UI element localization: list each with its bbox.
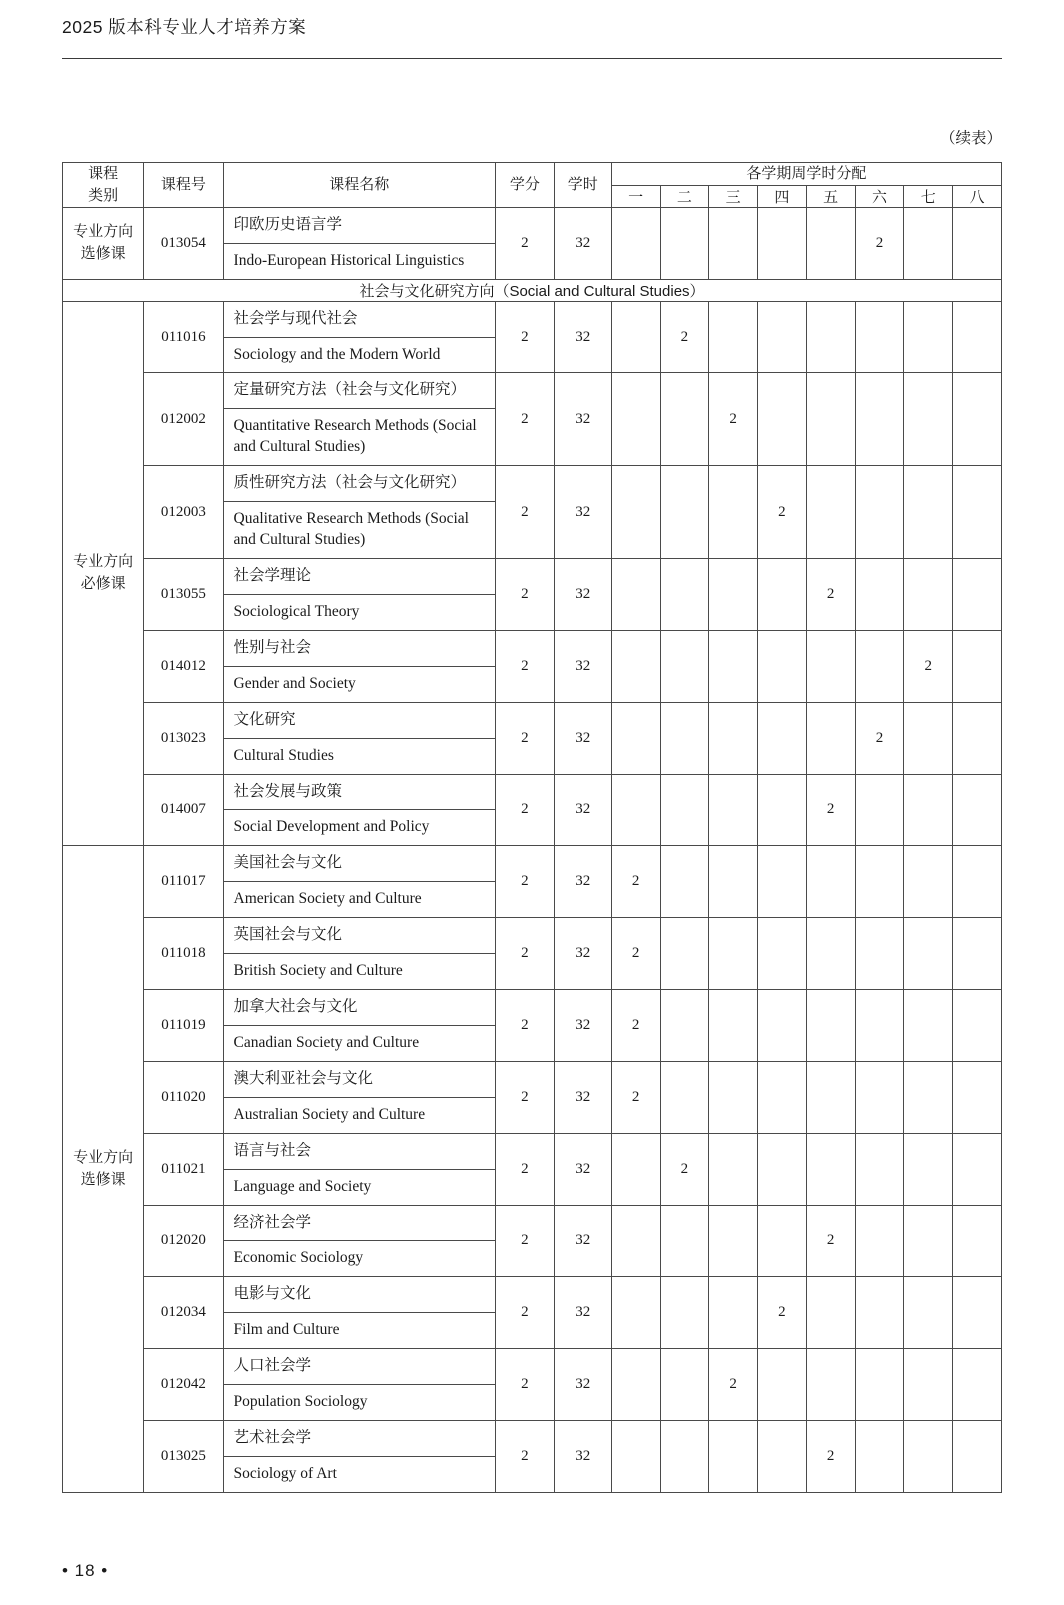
row-credit: 2 bbox=[495, 1061, 554, 1133]
row-category-line2: 必修课 bbox=[80, 575, 126, 593]
row-code: 012042 bbox=[144, 1349, 223, 1421]
row-name bbox=[223, 1349, 495, 1421]
row-term-6 bbox=[855, 1421, 904, 1493]
row-term-1 bbox=[611, 207, 660, 279]
row-term-1 bbox=[611, 702, 660, 774]
row-term-4 bbox=[758, 207, 807, 279]
row-name bbox=[223, 1421, 495, 1493]
row-term-7 bbox=[904, 1349, 953, 1421]
row-hours: 32 bbox=[554, 630, 611, 702]
row-term-7 bbox=[904, 1421, 953, 1493]
course-table bbox=[62, 162, 1002, 1493]
table-row bbox=[63, 990, 1002, 1062]
row-term-1 bbox=[611, 373, 660, 466]
row-term-6 bbox=[855, 373, 904, 466]
row-credit: 2 bbox=[495, 630, 554, 702]
row-term-8 bbox=[953, 1205, 1002, 1277]
row-hours: 32 bbox=[554, 990, 611, 1062]
row-term-6 bbox=[855, 558, 904, 630]
row-term-4 bbox=[758, 558, 807, 630]
row-term-3 bbox=[709, 558, 758, 630]
row-name-cn: 质性研究方法（社会与文化研究） bbox=[224, 466, 495, 502]
row-credit: 2 bbox=[495, 1349, 554, 1421]
row-hours: 32 bbox=[554, 1421, 611, 1493]
row-term-7 bbox=[904, 466, 953, 559]
row-term-8 bbox=[953, 1421, 1002, 1493]
table-body bbox=[63, 207, 1002, 1492]
header-term-8: 八 bbox=[953, 185, 1002, 207]
row-name-en: Economic Sociology bbox=[233, 1249, 364, 1267]
row-term-8 bbox=[953, 774, 1002, 846]
row-name bbox=[223, 301, 495, 373]
row-name-cn: 艺术社会学 bbox=[224, 1421, 495, 1457]
row-term-1 bbox=[611, 1133, 660, 1205]
row-credit: 2 bbox=[495, 1205, 554, 1277]
table-row bbox=[63, 1349, 1002, 1421]
row-term-5 bbox=[806, 301, 855, 373]
row-name-cn: 性别与社会 bbox=[224, 631, 495, 667]
table-row bbox=[63, 1421, 1002, 1493]
row-term-2 bbox=[660, 846, 709, 918]
table-row bbox=[63, 558, 1002, 630]
row-name-cn: 加拿大社会与文化 bbox=[224, 990, 495, 1026]
row-name-cn: 澳大利亚社会与文化 bbox=[224, 1062, 495, 1098]
row-term-1 bbox=[611, 301, 660, 373]
row-term-5 bbox=[806, 373, 855, 466]
row-term-4 bbox=[758, 774, 807, 846]
header-term-1: 一 bbox=[611, 185, 660, 207]
row-hours: 32 bbox=[554, 774, 611, 846]
row-term-5 bbox=[806, 918, 855, 990]
table-row bbox=[63, 373, 1002, 466]
row-term-2: 2 bbox=[660, 1133, 709, 1205]
row-credit: 2 bbox=[495, 990, 554, 1062]
row-term-8 bbox=[953, 918, 1002, 990]
row-code: 014012 bbox=[144, 630, 223, 702]
row-term-2 bbox=[660, 373, 709, 466]
row-term-3 bbox=[709, 1133, 758, 1205]
row-hours: 32 bbox=[554, 702, 611, 774]
header-category-line2: 类别 bbox=[88, 186, 119, 204]
row-category-line2: 选修课 bbox=[80, 1171, 126, 1189]
row-term-1: 2 bbox=[611, 1061, 660, 1133]
row-name-cn: 社会发展与政策 bbox=[224, 775, 495, 811]
table-row bbox=[63, 702, 1002, 774]
row-term-7: 2 bbox=[904, 630, 953, 702]
table-row bbox=[63, 466, 1002, 559]
row-term-3 bbox=[709, 990, 758, 1062]
table-row bbox=[63, 1277, 1002, 1349]
row-term-6 bbox=[855, 918, 904, 990]
table-row bbox=[63, 774, 1002, 846]
row-term-3 bbox=[709, 207, 758, 279]
row-name bbox=[223, 558, 495, 630]
row-term-5: 2 bbox=[806, 1205, 855, 1277]
row-name bbox=[223, 1061, 495, 1133]
row-term-2 bbox=[660, 1205, 709, 1277]
row-name bbox=[223, 774, 495, 846]
row-name-en: American Society and Culture bbox=[233, 890, 422, 908]
row-hours: 32 bbox=[554, 846, 611, 918]
row-term-8 bbox=[953, 702, 1002, 774]
row-credit: 2 bbox=[495, 774, 554, 846]
row-code: 011020 bbox=[144, 1061, 223, 1133]
row-term-5 bbox=[806, 990, 855, 1062]
header-title: 2025 版本科专业人才培养方案 bbox=[62, 17, 307, 37]
row-name bbox=[223, 846, 495, 918]
row-credit: 2 bbox=[495, 558, 554, 630]
row-category-line2: 选修课 bbox=[80, 245, 126, 263]
row-credit: 2 bbox=[495, 846, 554, 918]
row-term-7 bbox=[904, 1133, 953, 1205]
row-name-cn: 语言与社会 bbox=[224, 1134, 495, 1170]
row-name-en: Quantitative Research Methods (Social and Cultural Studies) bbox=[233, 417, 477, 456]
row-name-cn: 印欧历史语言学 bbox=[224, 208, 495, 244]
row-credit: 2 bbox=[495, 466, 554, 559]
row-term-5 bbox=[806, 1061, 855, 1133]
row-term-7 bbox=[904, 1061, 953, 1133]
row-credit: 2 bbox=[495, 207, 554, 279]
row-term-7 bbox=[904, 990, 953, 1062]
header-credit: 学分 bbox=[495, 163, 554, 208]
row-name bbox=[223, 630, 495, 702]
row-name-cn: 社会学与现代社会 bbox=[224, 302, 495, 338]
row-code: 012003 bbox=[144, 466, 223, 559]
row-name-cn: 美国社会与文化 bbox=[224, 846, 495, 882]
header-term-2: 二 bbox=[660, 185, 709, 207]
row-term-3 bbox=[709, 630, 758, 702]
row-term-3 bbox=[709, 1421, 758, 1493]
row-code: 012034 bbox=[144, 1277, 223, 1349]
row-term-6 bbox=[855, 1205, 904, 1277]
row-term-2: 2 bbox=[660, 301, 709, 373]
row-name bbox=[223, 990, 495, 1062]
row-term-8 bbox=[953, 301, 1002, 373]
row-term-8 bbox=[953, 558, 1002, 630]
row-name bbox=[223, 702, 495, 774]
row-name-en: Qualitative Research Methods (Social and Cultural Studies) bbox=[233, 510, 469, 549]
table-row bbox=[63, 301, 1002, 373]
row-term-3: 2 bbox=[709, 373, 758, 466]
header-hours: 学时 bbox=[554, 163, 611, 208]
header-term-6: 六 bbox=[855, 185, 904, 207]
row-name-cn: 英国社会与文化 bbox=[224, 918, 495, 954]
row-term-3: 2 bbox=[709, 1349, 758, 1421]
row-term-1 bbox=[611, 558, 660, 630]
row-hours: 32 bbox=[554, 918, 611, 990]
row-term-1 bbox=[611, 1205, 660, 1277]
row-term-4 bbox=[758, 1205, 807, 1277]
page-number: • 18 • bbox=[62, 1561, 109, 1580]
row-term-7 bbox=[904, 1205, 953, 1277]
row-term-6 bbox=[855, 774, 904, 846]
row-term-3 bbox=[709, 1061, 758, 1133]
row-term-4 bbox=[758, 1061, 807, 1133]
row-name bbox=[223, 1133, 495, 1205]
row-term-3 bbox=[709, 466, 758, 559]
row-term-6 bbox=[855, 1349, 904, 1421]
row-name-cn: 社会学理论 bbox=[224, 559, 495, 595]
row-term-1 bbox=[611, 1421, 660, 1493]
row-term-6 bbox=[855, 846, 904, 918]
row-term-2 bbox=[660, 1421, 709, 1493]
table-row bbox=[63, 207, 1002, 279]
row-hours: 32 bbox=[554, 207, 611, 279]
row-term-6 bbox=[855, 1061, 904, 1133]
row-term-1: 2 bbox=[611, 990, 660, 1062]
row-term-8 bbox=[953, 373, 1002, 466]
row-hours: 32 bbox=[554, 1205, 611, 1277]
row-name bbox=[223, 1205, 495, 1277]
row-term-5: 2 bbox=[806, 1421, 855, 1493]
row-name-en: Population Sociology bbox=[233, 1393, 368, 1411]
header-category-line1: 课程 bbox=[88, 165, 119, 183]
row-term-5: 2 bbox=[806, 774, 855, 846]
row-term-4 bbox=[758, 301, 807, 373]
row-term-5 bbox=[806, 1349, 855, 1421]
row-term-7 bbox=[904, 918, 953, 990]
row-term-2 bbox=[660, 207, 709, 279]
row-term-4 bbox=[758, 1421, 807, 1493]
row-term-5 bbox=[806, 846, 855, 918]
table-row bbox=[63, 1061, 1002, 1133]
header-code: 课程号 bbox=[144, 163, 223, 208]
row-hours: 32 bbox=[554, 301, 611, 373]
row-term-6 bbox=[855, 630, 904, 702]
row-name-en: Sociological Theory bbox=[233, 602, 360, 620]
row-code: 011021 bbox=[144, 1133, 223, 1205]
row-credit: 2 bbox=[495, 918, 554, 990]
row-term-8 bbox=[953, 1349, 1002, 1421]
row-term-4 bbox=[758, 702, 807, 774]
row-code: 013023 bbox=[144, 702, 223, 774]
row-code: 013055 bbox=[144, 558, 223, 630]
row-term-2 bbox=[660, 1277, 709, 1349]
row-term-1 bbox=[611, 466, 660, 559]
row-term-3 bbox=[709, 301, 758, 373]
row-name-en: Canadian Society and Culture bbox=[233, 1033, 420, 1051]
row-term-5 bbox=[806, 702, 855, 774]
row-name bbox=[223, 207, 495, 279]
row-term-5 bbox=[806, 1133, 855, 1205]
row-term-6 bbox=[855, 301, 904, 373]
continued-table-label: （续表） bbox=[939, 130, 1002, 147]
row-term-5: 2 bbox=[806, 558, 855, 630]
row-term-6 bbox=[855, 1133, 904, 1205]
row-hours: 32 bbox=[554, 1277, 611, 1349]
header-category bbox=[63, 163, 144, 208]
row-term-3 bbox=[709, 774, 758, 846]
row-code: 013025 bbox=[144, 1421, 223, 1493]
row-term-2 bbox=[660, 1349, 709, 1421]
row-term-4 bbox=[758, 1349, 807, 1421]
row-term-2 bbox=[660, 630, 709, 702]
row-term-5 bbox=[806, 207, 855, 279]
row-term-8 bbox=[953, 1061, 1002, 1133]
row-term-6: 2 bbox=[855, 207, 904, 279]
row-term-4 bbox=[758, 373, 807, 466]
row-name-en: British Society and Culture bbox=[233, 962, 403, 980]
row-hours: 32 bbox=[554, 466, 611, 559]
row-name bbox=[223, 466, 495, 559]
header-term-7: 七 bbox=[904, 185, 953, 207]
row-code: 012002 bbox=[144, 373, 223, 466]
header-term-4: 四 bbox=[758, 185, 807, 207]
row-name-en: Indo-European Historical Linguistics bbox=[233, 251, 465, 269]
row-term-2 bbox=[660, 774, 709, 846]
row-name-cn: 人口社会学 bbox=[224, 1349, 495, 1385]
row-code: 013054 bbox=[144, 207, 223, 279]
page-header bbox=[62, 14, 1002, 60]
header-term-5: 五 bbox=[806, 185, 855, 207]
row-category-line1: 专业方向 bbox=[73, 222, 134, 240]
row-name-en: Gender and Society bbox=[233, 674, 356, 692]
row-code: 011019 bbox=[144, 990, 223, 1062]
table-row bbox=[63, 1133, 1002, 1205]
row-term-8 bbox=[953, 207, 1002, 279]
row-hours: 32 bbox=[554, 1133, 611, 1205]
row-category-line1: 专业方向 bbox=[73, 1148, 134, 1166]
row-category bbox=[63, 846, 144, 1493]
row-term-1 bbox=[611, 630, 660, 702]
row-credit: 2 bbox=[495, 702, 554, 774]
row-name-en: Australian Society and Culture bbox=[233, 1105, 426, 1123]
row-hours: 32 bbox=[554, 558, 611, 630]
row-hours: 32 bbox=[554, 1061, 611, 1133]
row-term-1: 2 bbox=[611, 918, 660, 990]
row-term-7 bbox=[904, 774, 953, 846]
table-header bbox=[63, 163, 1002, 208]
row-name bbox=[223, 918, 495, 990]
row-name-cn: 定量研究方法（社会与文化研究） bbox=[224, 373, 495, 409]
section-title-row bbox=[63, 279, 1002, 301]
row-term-5 bbox=[806, 630, 855, 702]
row-term-6 bbox=[855, 1277, 904, 1349]
row-name-en: Film and Culture bbox=[233, 1321, 340, 1339]
row-term-2 bbox=[660, 990, 709, 1062]
row-code: 011017 bbox=[144, 846, 223, 918]
row-name bbox=[223, 1277, 495, 1349]
row-credit: 2 bbox=[495, 1277, 554, 1349]
row-term-7 bbox=[904, 846, 953, 918]
section-title: 社会与文化研究方向（Social and Cultural Studies） bbox=[63, 279, 1002, 301]
row-term-1: 2 bbox=[611, 846, 660, 918]
row-category bbox=[63, 207, 144, 279]
table-row bbox=[63, 630, 1002, 702]
row-term-1 bbox=[611, 1277, 660, 1349]
row-term-7 bbox=[904, 558, 953, 630]
row-term-7 bbox=[904, 702, 953, 774]
row-term-7 bbox=[904, 207, 953, 279]
row-name bbox=[223, 373, 495, 466]
row-term-3 bbox=[709, 1277, 758, 1349]
row-name-cn: 经济社会学 bbox=[224, 1206, 495, 1242]
row-term-3 bbox=[709, 918, 758, 990]
row-term-8 bbox=[953, 990, 1002, 1062]
row-term-2 bbox=[660, 558, 709, 630]
row-term-8 bbox=[953, 630, 1002, 702]
row-term-8 bbox=[953, 466, 1002, 559]
row-credit: 2 bbox=[495, 373, 554, 466]
row-term-3 bbox=[709, 702, 758, 774]
row-term-8 bbox=[953, 1133, 1002, 1205]
row-name-en: Sociology of Art bbox=[233, 1465, 337, 1483]
row-term-4 bbox=[758, 990, 807, 1062]
row-name-en: Language and Society bbox=[233, 1177, 372, 1195]
row-term-1 bbox=[611, 1349, 660, 1421]
row-term-2 bbox=[660, 702, 709, 774]
row-hours: 32 bbox=[554, 1349, 611, 1421]
row-term-5 bbox=[806, 466, 855, 559]
row-term-6 bbox=[855, 990, 904, 1062]
row-name-cn: 电影与文化 bbox=[224, 1277, 495, 1313]
row-term-2 bbox=[660, 466, 709, 559]
row-category-line1: 专业方向 bbox=[73, 552, 134, 570]
row-term-7 bbox=[904, 1277, 953, 1349]
row-term-4: 2 bbox=[758, 466, 807, 559]
row-term-3 bbox=[709, 846, 758, 918]
table-row bbox=[63, 918, 1002, 990]
row-name-cn: 文化研究 bbox=[224, 703, 495, 739]
row-term-4 bbox=[758, 918, 807, 990]
row-term-2 bbox=[660, 1061, 709, 1133]
row-term-4 bbox=[758, 630, 807, 702]
header-terms-group: 各学期周学时分配 bbox=[611, 163, 1001, 186]
row-term-6 bbox=[855, 466, 904, 559]
row-term-2 bbox=[660, 918, 709, 990]
row-credit: 2 bbox=[495, 301, 554, 373]
row-code: 011018 bbox=[144, 918, 223, 990]
header-term-3: 三 bbox=[709, 185, 758, 207]
row-code: 011016 bbox=[144, 301, 223, 373]
row-term-8 bbox=[953, 846, 1002, 918]
row-credit: 2 bbox=[495, 1421, 554, 1493]
row-term-4: 2 bbox=[758, 1277, 807, 1349]
row-name-en: Cultural Studies bbox=[233, 746, 334, 764]
row-term-7 bbox=[904, 373, 953, 466]
row-term-8 bbox=[953, 1277, 1002, 1349]
row-name-en: Sociology and the Modern World bbox=[233, 345, 441, 363]
row-term-4 bbox=[758, 846, 807, 918]
header-name: 课程名称 bbox=[223, 163, 495, 208]
row-credit: 2 bbox=[495, 1133, 554, 1205]
row-term-5 bbox=[806, 1277, 855, 1349]
row-term-6: 2 bbox=[855, 702, 904, 774]
row-name-en: Social Development and Policy bbox=[233, 818, 430, 836]
row-term-1 bbox=[611, 774, 660, 846]
header-rule bbox=[62, 58, 1002, 59]
row-term-4 bbox=[758, 1133, 807, 1205]
row-hours: 32 bbox=[554, 373, 611, 466]
row-code: 012020 bbox=[144, 1205, 223, 1277]
row-category bbox=[63, 301, 144, 846]
row-code: 014007 bbox=[144, 774, 223, 846]
table-row bbox=[63, 846, 1002, 918]
table-row bbox=[63, 1205, 1002, 1277]
row-term-7 bbox=[904, 301, 953, 373]
row-term-3 bbox=[709, 1205, 758, 1277]
